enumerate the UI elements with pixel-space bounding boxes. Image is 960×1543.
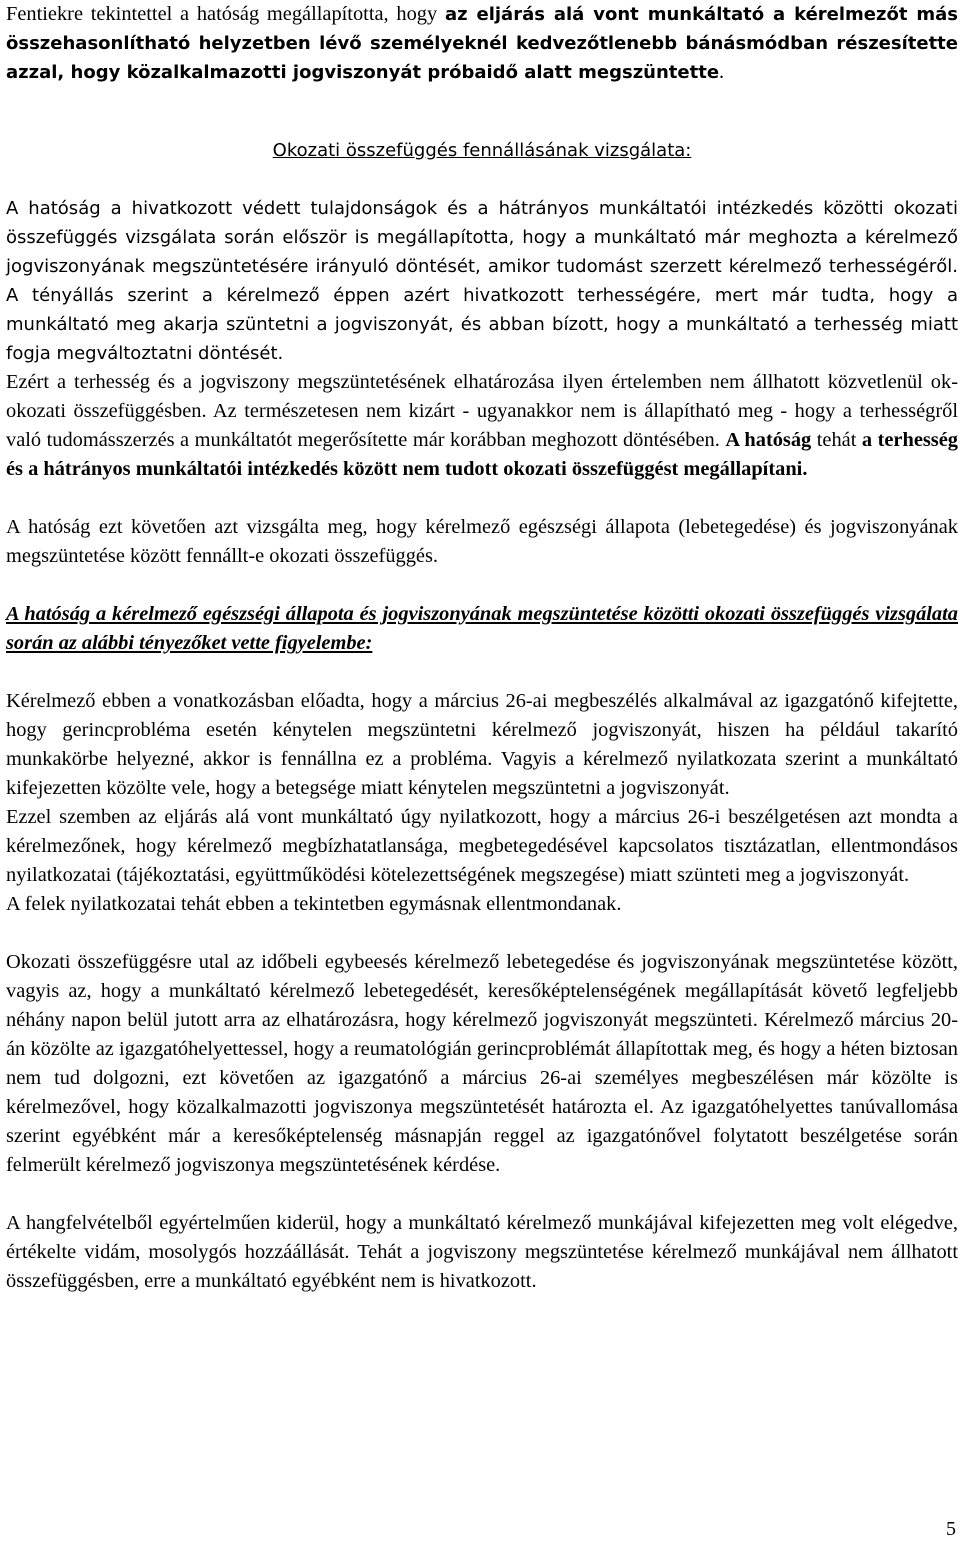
paragraph-pregnancy-conclusion-bold2: a terhesség és a hátrányos munkáltatói intézkedés között nem tudott okozati összefüggést megállapítani. [6, 429, 958, 480]
paragraph-facts-text: A tényállás szerint a kérelmező éppen azért hivatkozott terhességére, mert már tudta, hogy a munkáltató meg akarja szüntetni a jogviszonyát, és abban bízott, hogy a munkáltató a terhesség miatt fogja megváltoztatni döntését. [6, 285, 958, 364]
paragraph-conclusion [6, 0, 958, 87]
spacer [6, 87, 958, 116]
page-number: 5 [946, 1518, 956, 1540]
paragraph-pregnancy-conclusion [6, 368, 958, 484]
paragraph-recording-text2: Tehát a jogviszony megszüntetése kérelmező munkájával nem állhatott összefüggésben, erre a munkáltató egyébként nem is hivatkozott. [6, 1241, 958, 1292]
paragraph-conclusion-lead: Fentiekre tekintettel a hatóság megállapította, hogy [6, 3, 445, 25]
paragraph-applicant-statement-text2: Vagyis a kérelmező nyilatkozata szerint a munkáltató kifejezetten közölte vele, hogy a betegsége miatt kénytelen megszüntetni a jogviszonyát. [6, 748, 959, 799]
spacer [6, 1180, 958, 1209]
paragraph-pregnancy-conclusion-bold1: A hatóság [725, 429, 812, 451]
paragraph-recording-text1: A hangfelvételből egyértelműen kiderül, hogy a munkáltató kérelmező munkájával kifejezetten meg volt elégedve, értékelte vidám, mosolygós hozzáállását. [6, 1212, 958, 1263]
paragraph-health-inquiry: A hatóság ezt követően azt vizsgálta meg, hogy kérelmező egészségi állapota (lebetegedése) és jogviszonyának megszüntetése között fennállt-e okozati összefüggés. [6, 516, 958, 567]
section-heading-causality: Okozati összefüggés fennállásának vizsgálata: [272, 140, 692, 161]
spacer [6, 116, 958, 136]
paragraph-applicant-statement [6, 687, 958, 803]
paragraph-pregnancy-conclusion-mid: tehát [811, 429, 862, 451]
paragraph-employer-statement: Ezzel szemben az eljárás alá vont munkáltató úgy nyilatkozott, hogy a március 26-i beszélgetésen azt mondta a kérelmezőnek, hogy kérelmező megbízhatatlansága, megbetegedésével kapcsolatos tisztázatlan, ellentmondásos nyilatkozatai (tájékoztatási, együttműködési kötelezettségének megszegése) miatt szünteti meg a jogviszonyát. [6, 806, 958, 886]
paragraph-conclusion-bold: az eljárás alá vont munkáltató a kérelmezőt más összehasonlítható helyzetben lévő személyeknél kedvezőtlenebb bánásmódban részesítette azzal, hogy közalkalmazotti jogviszonyát próbaidő alatt megszüntette [6, 4, 959, 83]
paragraph-applicant-statement-text: Kérelmező ebben a vonatkozásban előadta, hogy a március 26-ai megbeszélés alkalmával az igazgatónő kifejtette, hogy gerincprobléma esetén kénytelen megszüntetni kérelmező jogviszonyát, hiszen ha például takarító munkakörbe helyezné, akkor is fennállna ez a probléma. [6, 690, 958, 770]
paragraph-pregnancy-conclusion-text: Ezért a terhesség és a jogviszony megszüntetésének elhatározása ilyen értelemben nem állhatott közvetlenül ok-okozati összefüggésben. Az természetesen nem kizárt - ugyanakkor nem is állapítható meg - hogy a terhességről való tudomásszerzés a munkáltatót megerősítette már korábban meghozott döntésében. [6, 371, 958, 451]
paragraph-timing [6, 948, 958, 1180]
spacer [6, 571, 958, 600]
paragraph-causality-analysis-text: A hatóság a hivatkozott védett tulajdonságok és a hátrányos munkáltatói intézkedés közötti okozati összefüggés vizsgálata során először is megállapította, hogy a munkáltató már meghozta a kérelmező jogviszonyának megszüntetésére irányuló döntését, amikor tudomást szerzett kérelmező terhességéről. [6, 198, 958, 277]
spacer [6, 484, 958, 513]
paragraph-recording [6, 1209, 958, 1296]
spacer [6, 165, 958, 194]
paragraph-contradiction: A felek nyilatkozatai tehát ebben a tekintetben egymásnak ellentmondanak. [6, 893, 622, 915]
section-heading-health-factors: A hatóság a kérelmező egészségi állapota és jogviszonyának megszüntetése közötti okozati összefüggés vizsgálata során az alábbi tényezőket vette figyelembe: [6, 603, 958, 654]
paragraph-timing-text3: Az igazgatóhelyettes tanúvallomása szerint egyébként már a keresőképtelenség másnapján reggel az igazgatónővel folytatott beszélgetése során felmerült kérelmező jogviszonya megszüntetésének kérdése. [6, 1096, 958, 1176]
paragraph-timing-text2: Kérelmező március 20-án közölte az igazgatóhelyettessel, hogy a reumatológián gerincproblémát állapítottak meg, és hogy a héten biztosan nem tud dolgozni, ezt követően az igazgatónő a március 26-ai személyes megbeszélésen már közölte is kérelmezővel, hogy közalkalmazotti jogviszonya megszüntetését határozta el. [6, 1009, 958, 1118]
spacer [6, 658, 958, 687]
paragraph-timing-text1: Okozati összefüggésre utal az időbeli egybeesés kérelmező lebetegedése és jogviszonyának megszüntetése között, vagyis az, hogy a munkáltató kérelmező lebetegedését, keresőképtelenségének megállapítását követő legfeljebb néhány napon belül jutott arra az elhatározásra, hogy kérelmező jogviszonyát megszünteti. [6, 951, 958, 1031]
paragraph-conclusion-tail: . [719, 61, 725, 83]
paragraph-causality-analysis [6, 194, 958, 368]
spacer [6, 919, 958, 948]
